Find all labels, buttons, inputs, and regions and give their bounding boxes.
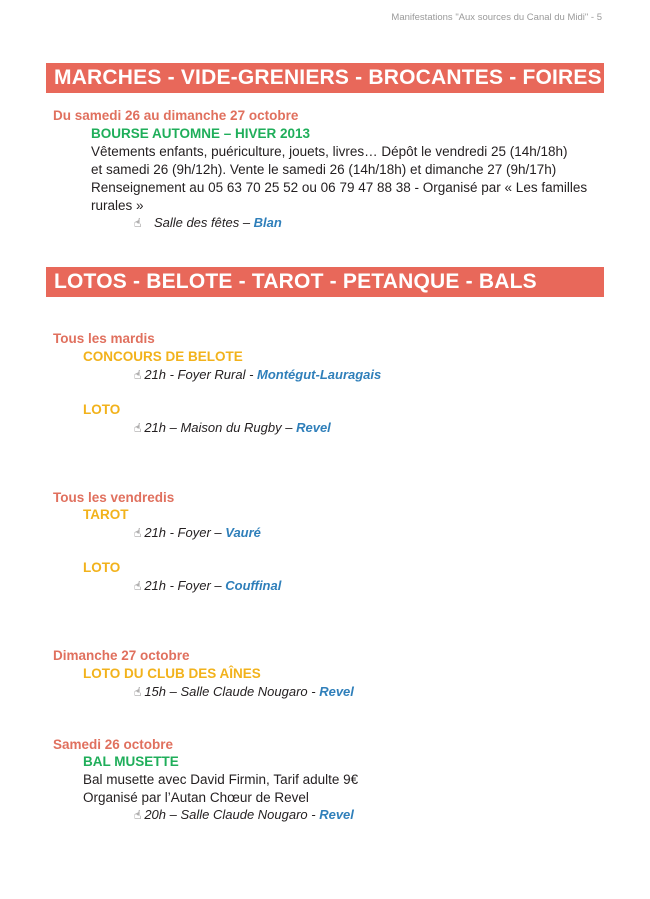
group-date: Tous les mardis [53, 331, 155, 346]
hand-pointer-icon: ☝ [134, 526, 142, 540]
event-description-line: Renseignement au 05 63 70 25 52 ou 06 79 47 88 38 - Organisé par « Les familles [91, 180, 588, 195]
hand-pointer-icon: ☝ [134, 808, 142, 822]
location-town: Revel [296, 420, 331, 435]
location-town: Montégut-Lauragais [257, 367, 382, 382]
event-location [134, 684, 354, 699]
location-town: Revel [319, 807, 354, 822]
hand-pointer-icon: ☝ [134, 216, 142, 230]
location-town: Couffinal [225, 578, 282, 593]
event-title: LOTO [83, 402, 121, 417]
location-town: Blan [253, 215, 282, 230]
event-description-line: Bal musette avec David Firmin, Tarif adulte 9€ [83, 772, 359, 787]
location-text: 21h - Foyer – [144, 525, 226, 540]
location-text: Salle des fêtes – [153, 215, 254, 230]
event-date: Du samedi 26 au dimanche 27 octobre [53, 108, 299, 123]
group-date: Samedi 26 octobre [53, 737, 174, 752]
location-text: 21h - Foyer Rural - [144, 367, 258, 382]
event-description-line: rurales » [91, 198, 144, 213]
running-header: Manifestations "Aux sources du Canal du Midi" - 5 [391, 12, 602, 23]
section-banner-lotos: LOTOS - BELOTE - TAROT - PETANQUE - BALS [46, 267, 604, 297]
location-text: 20h – Salle Claude Nougaro - [144, 807, 320, 822]
location-town: Vauré [225, 525, 261, 540]
hand-pointer-icon: ☝ [134, 579, 142, 593]
location-text: 15h – Salle Claude Nougaro - [144, 684, 320, 699]
hand-pointer-icon: ☝ [134, 685, 142, 699]
event-title: LOTO [83, 560, 121, 575]
event-title: LOTO DU CLUB DES AÎNES [83, 666, 261, 681]
section-banner-markets: MARCHES - VIDE-GRENIERS - BROCANTES - FOIRES [46, 63, 604, 93]
location-text: 21h - Foyer – [144, 578, 226, 593]
hand-pointer-icon: ☝ [134, 368, 142, 382]
event-location [134, 420, 331, 435]
event-location [134, 578, 281, 593]
group-date: Dimanche 27 octobre [53, 648, 190, 663]
location-town: Revel [319, 684, 354, 699]
location-text: 21h – Maison du Rugby – [144, 420, 297, 435]
event-location [134, 807, 354, 822]
event-location [134, 525, 261, 540]
event-description-line: Vêtements enfants, puériculture, jouets, livres… Dépôt le vendredi 25 (14h/18h) [91, 144, 568, 159]
event-description-line: et samedi 26 (9h/12h). Vente le samedi 26 (14h/18h) et dimanche 27 (9h/17h) [91, 162, 557, 177]
event-title: TAROT [83, 507, 129, 522]
group-date: Tous les vendredis [53, 490, 175, 505]
event-title: BOURSE AUTOMNE – HIVER 2013 [91, 126, 311, 141]
event-title: BAL MUSETTE [83, 754, 179, 769]
hand-pointer-icon: ☝ [134, 421, 142, 435]
event-location [134, 367, 381, 382]
event-description-line: Organisé par l’Autan Chœur de Revel [83, 790, 309, 805]
event-location [134, 215, 282, 230]
event-title: CONCOURS DE BELOTE [83, 349, 243, 364]
